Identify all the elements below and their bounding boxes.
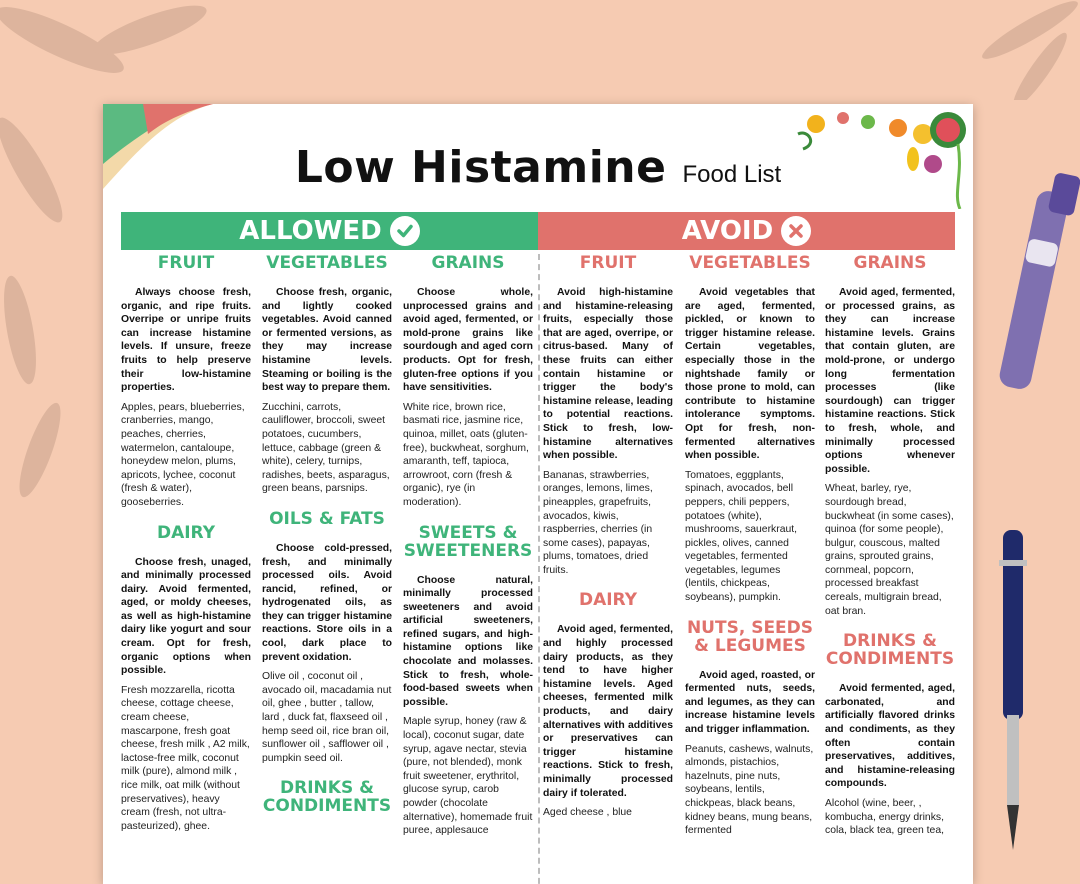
allowed-column-1 [121, 254, 251, 847]
section-description: Choose fresh, unaged, and minimally processed dairy. Avoid fermented, aged, or moldy cheeses, as well as high-histamine dairy like yogurt and sour cream. Opt for fresh, organic options when possible. [121, 556, 251, 677]
section-heading: DAIRY [156, 522, 216, 543]
allowed-fruit-section [121, 254, 251, 510]
section-description: Avoid vegetables that are aged, fermented, pickled, or known to trigger histamine release. Certain vegetables, especially those in the nightshade family or those prone to mold, can contribute to histamine intolerance symptoms. Opt for fresh, non-fermented alternatives when possible. [685, 287, 815, 462]
section-heading: OILS & FATS [269, 508, 385, 529]
avoid-column-2 [685, 254, 815, 852]
section-heading: DRINKS & CONDIMENTS [262, 778, 392, 817]
title-sub: Food List [682, 161, 782, 188]
food-list: Aged cheese , blue [543, 807, 632, 819]
food-list: Alcohol (wine, beer, , kombucha, energy drinks, cola, black tea, green tea, [825, 798, 944, 837]
food-list-sheet [103, 104, 973, 884]
allowed-column-2 [262, 254, 392, 829]
highlighter-pen [985, 160, 1080, 390]
page-title [103, 142, 973, 193]
fountain-pen [985, 520, 1080, 864]
section-heading: VEGETABLES [689, 253, 811, 273]
avoid-nuts-seeds-section [685, 619, 815, 838]
section-heading: GRAINS [853, 253, 927, 273]
avoid-banner [538, 212, 955, 250]
allowed-label: ALLOWED [239, 216, 382, 246]
allowed-drinks-condiments-section [262, 779, 392, 815]
food-list: Bananas, strawberries, oranges, lemons, limes, pineapples, grapefruits, avocados, kiwis, raspberries, cherries (in some cases), papayas, plums, tomatoes, dried fruits. [543, 469, 653, 576]
section-description: Choose cold-pressed, fresh, and minimally processed oils. Avoid rancid, refined, or hydrogenated oils, as they can trigger histamine reactions. Store oils in a cool, dark place to prevent oxidation. [262, 542, 392, 663]
avoid-dairy-section [543, 591, 673, 819]
food-list: Olive oil , coconut oil , avocado oil, macadamia nut oil, ghee , butter , tallow, lard , duck fat, flaxseed oil , hemp seed oil, rice bran oil, sunflower oil , safflower oil , pumpkin seed oil. [262, 671, 392, 764]
food-list: Peanuts, cashews, walnuts, almonds, pistachios, hazelnuts, pine nuts, soybeans, lentils, chickpeas, black beans, kidney beans, mung beans, fermented [685, 743, 814, 837]
section-heading: SWEETS & SWEETENERS [403, 522, 533, 561]
section-heading: VEGETABLES [266, 253, 388, 273]
food-list: Apples, pears, blueberries, cranberries, mango, peaches, cherries, watermelon, cantaloupe, honeydew melon, plums, apricots, lychee, coconut (fresh & water), gooseberries. [121, 401, 245, 508]
section-heading: GRAINS [431, 253, 505, 273]
avoid-label: AVOID [681, 216, 774, 246]
section-heading: NUTS, SEEDS & LEGUMES [686, 617, 814, 656]
allowed-oils-fats-section [262, 510, 392, 766]
allowed-vegetables-section [262, 254, 392, 496]
section-heading: DAIRY [578, 590, 638, 611]
allowed-sweets-section [403, 524, 533, 838]
section-description: Avoid high-histamine and histamine-releasing fruits, especially those that are aged, overripe, or citrus-based. Many of these fruits can either contain histamine or trigger the body's histamine release, leading to potential reactions. Stick to fresh, low-histamine alternatives when possible. [543, 287, 673, 462]
food-list: Tomatoes, eggplants, spinach, avocados, bell peppers, chili peppers, potatoes (white), mushrooms, sauerkraut, pickles, olives, canned vegetables, fermented vegetables, legumes (lentils, chickpeas, soybeans), pumpkin. [685, 469, 798, 604]
avoid-drinks-condiments-section [825, 632, 955, 838]
food-list: White rice, brown rice, basmati rice, jasmine rice, quinoa, millet, oats (gluten-free), buckwheat, sorghum, amaranth, teff, tapioca, arrowroot, corn (fresh & organic), rye (in moderation). [403, 401, 529, 508]
section-heading: DRINKS & CONDIMENTS [825, 631, 955, 670]
section-heading: FRUIT [579, 253, 637, 273]
section-description: Avoid aged, roasted, or fermented nuts, seeds, and legumes, as they can increase histamine levels and trigger inflammation. [685, 669, 815, 736]
food-list: Zucchini, carrots, cauliflower, broccoli, sweet potatoes, cucumbers, lettuce, cabbage (green & white), celery, turnips, radishes, beets, asparagus, green beans, parsnips. [262, 401, 390, 495]
avoid-fruit-section [543, 254, 673, 577]
allowed-dairy-section [121, 524, 251, 834]
section-description: Choose natural, minimally processed sweeteners and avoid artificial sweeteners, refined sugars, and high-histamine options like chocolate and molasses. Stick to fresh, whole-food-based sweets when possible. [403, 574, 533, 708]
avoid-column-1 [543, 254, 673, 834]
column-divider [538, 254, 540, 884]
section-description: Avoid aged, fermented, or processed grains, as they can increase histamine levels. Grains that contain gluten, are mold-prone, or undergo long fermentation processes (like sourdough) can trigger histamine reactions. Stick to fresh, whole, and minimally processed options whenever possible. [825, 287, 955, 475]
check-circle-icon [390, 216, 420, 246]
section-description: Avoid fermented, aged, carbonated, and artificially flavored drinks and condiments, as they often contain preservatives, additives, and histamine-releasing compounds. [825, 683, 955, 790]
allowed-column-3 [403, 254, 533, 852]
section-heading: FRUIT [157, 253, 215, 273]
food-list: Maple syrup, honey (raw & local), coconut sugar, date syrup, agave nectar, stevia (pure, not blended), monk fruit sweetener, erythritol, glucose syrup, carob powder (chocolate alternative), homemade fruit puree, applesauce [403, 716, 533, 837]
avoid-vegetables-section [685, 254, 815, 605]
leaf-shadow-decoration [980, 0, 1080, 100]
section-description: Avoid aged, fermented, and highly processed dairy products, as they tend to have higher histamine levels. Aged cheeses, fermented milk products, and dairy alternatives with additives or preservatives can trigger histamine reactions. Stick to fresh, minimally processed dairy if tolerated. [543, 624, 673, 799]
food-list: Fresh mozzarella, ricotta cheese, cottage cheese, cream cheese, mascarpone, fresh goat cheese, fresh milk , A2 milk, lactose-free milk, coconut milk (pure), almond milk , rice milk, oat milk (without preservatives), heavy cream (fresh, not ultra-pasteurized), ghee. [121, 684, 250, 832]
allowed-grains-section [403, 254, 533, 510]
section-description: Always choose fresh, organic, and ripe fruits. Overripe or unripe fruits can increase histamine levels. If unsure, freeze fruits to help preserve their low-histamine properties. [121, 287, 251, 394]
section-description: Choose fresh, organic, and lightly cooked vegetables. Avoid canned or fermented versions, as they may increase histamine levels. Steaming or boiling is the best way to prepare them. [262, 287, 392, 394]
avoid-grains-section [825, 254, 955, 618]
x-circle-icon [781, 216, 811, 246]
food-list: Wheat, barley, rye, sourdough bread, buckwheat (in some cases), quinoa (for some people), bulgur, couscous, malted grains, sprouted grains, cornmeal, popcorn, processed breakfast cereals, multigrain bread, oat bran. [825, 483, 954, 617]
section-description: Choose whole, unprocessed grains and avoid aged, fermented, or mold-prone grains like sourdough and aged corn products. Opt for fresh, gluten-free options if you have sensitivities. [403, 287, 533, 394]
avoid-column-3 [825, 254, 955, 852]
allowed-banner [121, 212, 538, 250]
title-main: Low Histamine [294, 142, 667, 193]
